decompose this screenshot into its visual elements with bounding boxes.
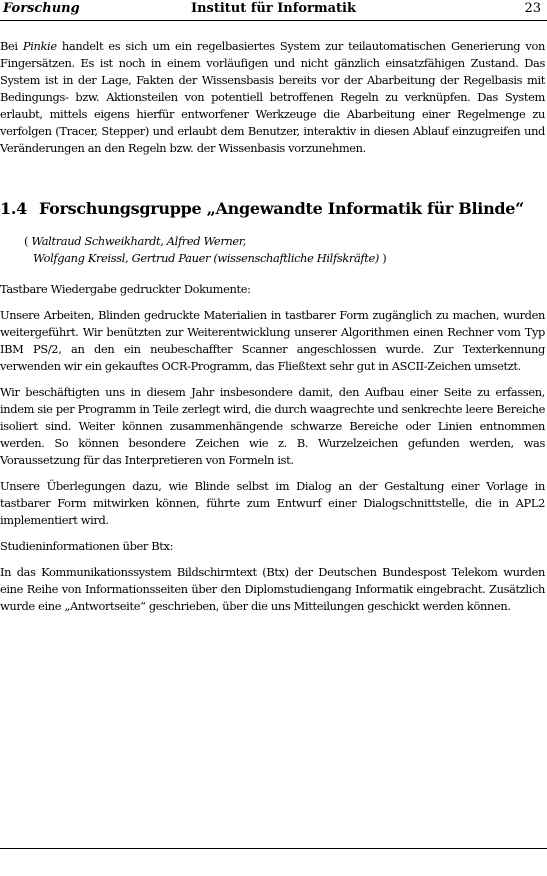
intro-text-start: Bei — [0, 39, 23, 53]
authors-names-2: Wolfgang Kreissl, Gertrud Pauer (wissenschaftliche Hilfskräfte) — [33, 251, 379, 265]
section-number: 1.4 — [0, 199, 27, 218]
page-content — [0, 38, 545, 624]
authors-names-1: Waltraud Schweikhardt, Alfred Werner, — [31, 234, 246, 248]
system-name: Pinkie — [22, 39, 57, 53]
subheading-btx: Studieninformationen über Btx: — [0, 539, 174, 553]
section-heading — [0, 199, 545, 219]
paragraph-btx: In das Kommunikationssystem Bildschirmtext (Btx) der Deutschen Bundespost Telekom wurden eine Reihe von Informationsseiten über den Diplomstudiengang Informatik eingebracht. Zusätzlich wurde eine „Antwortseite“ geschrieben, über die uns Mitteilungen geschickt werden können. — [0, 565, 545, 613]
page-number: 23 — [524, 1, 541, 16]
paragraph-page-layout: Wir beschäftigten uns in diesem Jahr insbesondere damit, den Aufbau einer Seite zu erfassen, indem sie per Programm in Teile zerlegt wird, die durch waagrechte und senkrechte leere Bereiche isoliert sind. Weiter können zusammenhängende schwarze Bereiche oder Linien entnommen werden. So können besondere Zeichen wie z. B. Wurzelzeichen gefunden werden, was Voraussetzung für das Interpretieren von Formeln ist. — [0, 385, 545, 467]
intro-text-rest: handelt es sich um ein regelbasiertes System zur teilautomatischen Generierung von Fingersätzen. Es ist noch in einem vorläufigen und nicht gänzlich einsatzfähigen Zustand. Das System ist in der Lage, Fakten der Wissensbasis bereits vor der Abarbeitung der Regelbasis mit Bedingungs- bzw. Aktionsteilen von potentiell betroffenen Regeln zu verknüpfen. Das System erlaubt, mittels eigens hierfür entworfener Werkzeuge die Abarbeitung einer Regelmenge zu verfolgen (Tracer, Stepper) und erlaubt dem Benutzer, interaktiv in diesen Ablauf einzugreifen und Veränderungen an den Regeln bzw. der Wissenbasis vorzunehmen. — [0, 39, 545, 155]
intro-paragraph — [0, 38, 545, 157]
authors-close-paren: ) — [379, 251, 387, 265]
paragraph-dialog: Unsere Überlegungen dazu, wie Blinde selbst im Dialog an der Gestaltung einer Vorlage in tastbarer Form mitwirken können, führte zum Entwurf einer Dialogschnittstelle, die in APL2 implementiert wird. — [0, 479, 545, 527]
authors — [24, 233, 545, 267]
page-header — [0, 0, 547, 22]
authors-line-2 — [24, 250, 545, 267]
section-title: Forschungsgruppe „Angewandte Informatik für Blinde“ — [38, 199, 525, 218]
running-head-left: Forschung — [3, 1, 80, 16]
running-head-center: Institut für Informatik — [191, 1, 356, 16]
paragraph-ocr: Unsere Arbeiten, Blinden gedruckte Materialien in tastbarer Form zugänglich zu machen, wurden weitergeführt. Wir benützten zur Weiterentwicklung unserer Algorithmen einen Rechner vom Typ IBM PS/2, an den ein neubeschaffter Scanner angeschlossen wurde. Zur Texterkennung verwenden wir ein gekauftes OCR-Programm, das Fließtext sehr gut in ASCII-Zeichen umsetzt. — [0, 308, 545, 373]
footer-rule — [0, 848, 547, 849]
authors-open-paren: ( — [24, 234, 32, 248]
authors-line-1 — [24, 233, 545, 250]
header-rule — [0, 20, 547, 21]
subheading-tactile: Tastbare Wiedergabe gedruckter Dokumente: — [0, 282, 251, 296]
